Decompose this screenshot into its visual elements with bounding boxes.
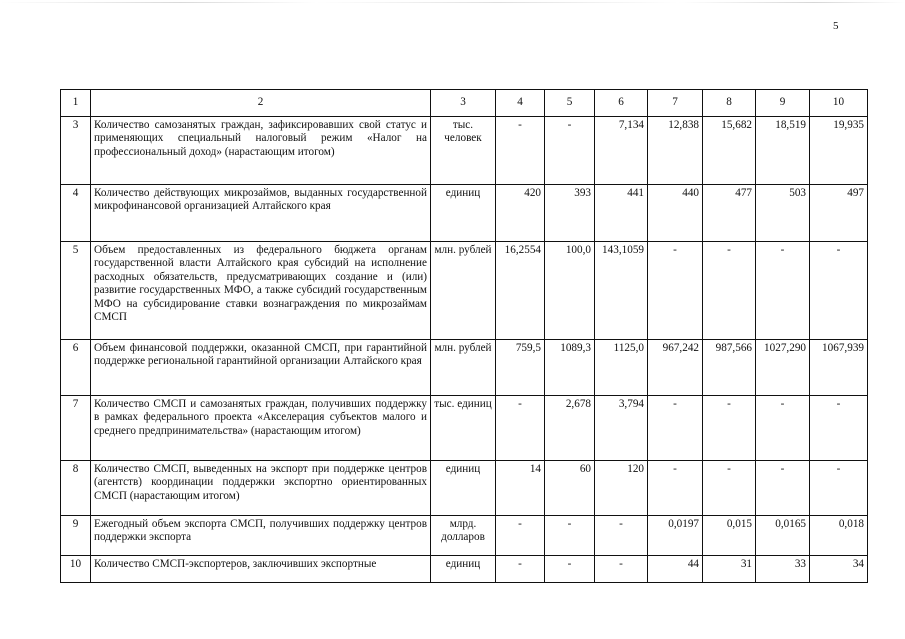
unit-of-measure: млн. рублей [431,242,496,340]
value-cell: 967,242 [648,340,703,396]
row-number: 5 [61,242,91,340]
table-row [61,242,868,340]
value-cell: - [703,242,756,340]
value-cell: 0,0165 [756,516,810,556]
value-cell: 497 [810,185,868,242]
value-cell: - [810,461,868,516]
value-cell: 15,682 [703,117,756,185]
header-cell: 10 [810,90,868,117]
unit-of-measure: единиц [431,461,496,516]
value-cell: 143,1059 [595,242,648,340]
row-number: 7 [61,396,91,461]
table-row [61,185,868,242]
indicators-table [60,89,868,583]
value-cell: - [703,461,756,516]
header-cell: 1 [61,90,91,117]
value-cell: 14 [496,461,545,516]
table-row [61,516,868,556]
indicator-name: Количество действующих микрозаймов, выданных государственной микрофинансовой организацией Алтайского края [91,185,431,242]
row-number: 3 [61,117,91,185]
header-cell: 4 [496,90,545,117]
header-cell: 6 [595,90,648,117]
value-cell: - [496,556,545,583]
value-cell: - [756,242,810,340]
header-cell: 7 [648,90,703,117]
value-cell: 2,678 [545,396,595,461]
value-cell: - [756,396,810,461]
value-cell: 420 [496,185,545,242]
value-cell: - [703,396,756,461]
value-cell: - [545,117,595,185]
value-cell: - [648,461,703,516]
indicator-name: Объем предоставленных из федерального бюджета органам государственной власти Алтайского края субсидий на исполнение расходных обязательств, предусматривающих создание и (или) развитие государственных МФО, а также субсидий государственным МФО на субсидирование ставки вознаграждения по микрозаймам СМСП [91,242,431,340]
value-cell: 1089,3 [545,340,595,396]
table-row [61,340,868,396]
value-cell: 33 [756,556,810,583]
value-cell: - [810,396,868,461]
value-cell: - [810,242,868,340]
value-cell: 44 [648,556,703,583]
indicator-name: Количество самозанятых граждан, зафиксировавших свой статус и применяющих специальный налоговый режим «Налог на профессиональный доход» (нарастающим итогом) [91,117,431,185]
value-cell: 3,794 [595,396,648,461]
value-cell: 759,5 [496,340,545,396]
value-cell: - [545,556,595,583]
row-number: 9 [61,516,91,556]
value-cell: 0,018 [810,516,868,556]
unit-of-measure: млн. рублей [431,340,496,396]
value-cell: 7,134 [595,117,648,185]
page-number: 5 [833,20,839,32]
unit-of-measure: единиц [431,185,496,242]
header-cell: 3 [431,90,496,117]
indicator-name: Количество СМСП-экспортеров, заключивших экспортные [91,556,431,583]
value-cell: - [648,396,703,461]
table-row [61,396,868,461]
value-cell: 60 [545,461,595,516]
value-cell: 987,566 [703,340,756,396]
value-cell: 477 [703,185,756,242]
value-cell: 18,519 [756,117,810,185]
table-row [61,461,868,516]
value-cell: - [756,461,810,516]
unit-of-measure: единиц [431,556,496,583]
value-cell: 100,0 [545,242,595,340]
unit-of-measure: тыс. человек [431,117,496,185]
value-cell: 440 [648,185,703,242]
value-cell: - [595,556,648,583]
value-cell: 16,2554 [496,242,545,340]
value-cell: - [496,516,545,556]
value-cell: 1067,939 [810,340,868,396]
indicator-name: Объем финансовой поддержки, оказанной СМСП, при гарантийной поддержке региональной гарантийной организации Алтайского края [91,340,431,396]
row-number: 6 [61,340,91,396]
scan-artifact-line [0,2,905,3]
value-cell: 120 [595,461,648,516]
indicator-name: Количество СМСП, выведенных на экспорт при поддержке центров (агентств) координации поддержки экспортно ориентированных СМСП (нарастающим итогом) [91,461,431,516]
value-cell: - [545,516,595,556]
value-cell: 19,935 [810,117,868,185]
table-row [61,117,868,185]
value-cell: - [595,516,648,556]
header-cell: 2 [91,90,431,117]
value-cell: 1125,0 [595,340,648,396]
indicator-name: Количество СМСП и самозанятых граждан, получивших поддержку в рамках федерального проекта «Акселерация субъектов малого и среднего предпринимательства» (нарастающим итогом) [91,396,431,461]
row-number: 10 [61,556,91,583]
table-header-row [61,90,868,117]
unit-of-measure: млрд. долларов [431,516,496,556]
unit-of-measure: тыс. единиц [431,396,496,461]
value-cell: 34 [810,556,868,583]
header-cell: 5 [545,90,595,117]
row-number: 8 [61,461,91,516]
value-cell: 441 [595,185,648,242]
value-cell: 1027,290 [756,340,810,396]
header-cell: 8 [703,90,756,117]
value-cell: - [648,242,703,340]
value-cell: 0,0197 [648,516,703,556]
value-cell: 0,015 [703,516,756,556]
row-number: 4 [61,185,91,242]
header-cell: 9 [756,90,810,117]
value-cell: 12,838 [648,117,703,185]
value-cell: - [496,396,545,461]
value-cell: - [496,117,545,185]
indicator-name: Ежегодный объем экспорта СМСП, получивших поддержку центров поддержки экспорта [91,516,431,556]
value-cell: 503 [756,185,810,242]
value-cell: 31 [703,556,756,583]
table-row [61,556,868,583]
value-cell: 393 [545,185,595,242]
